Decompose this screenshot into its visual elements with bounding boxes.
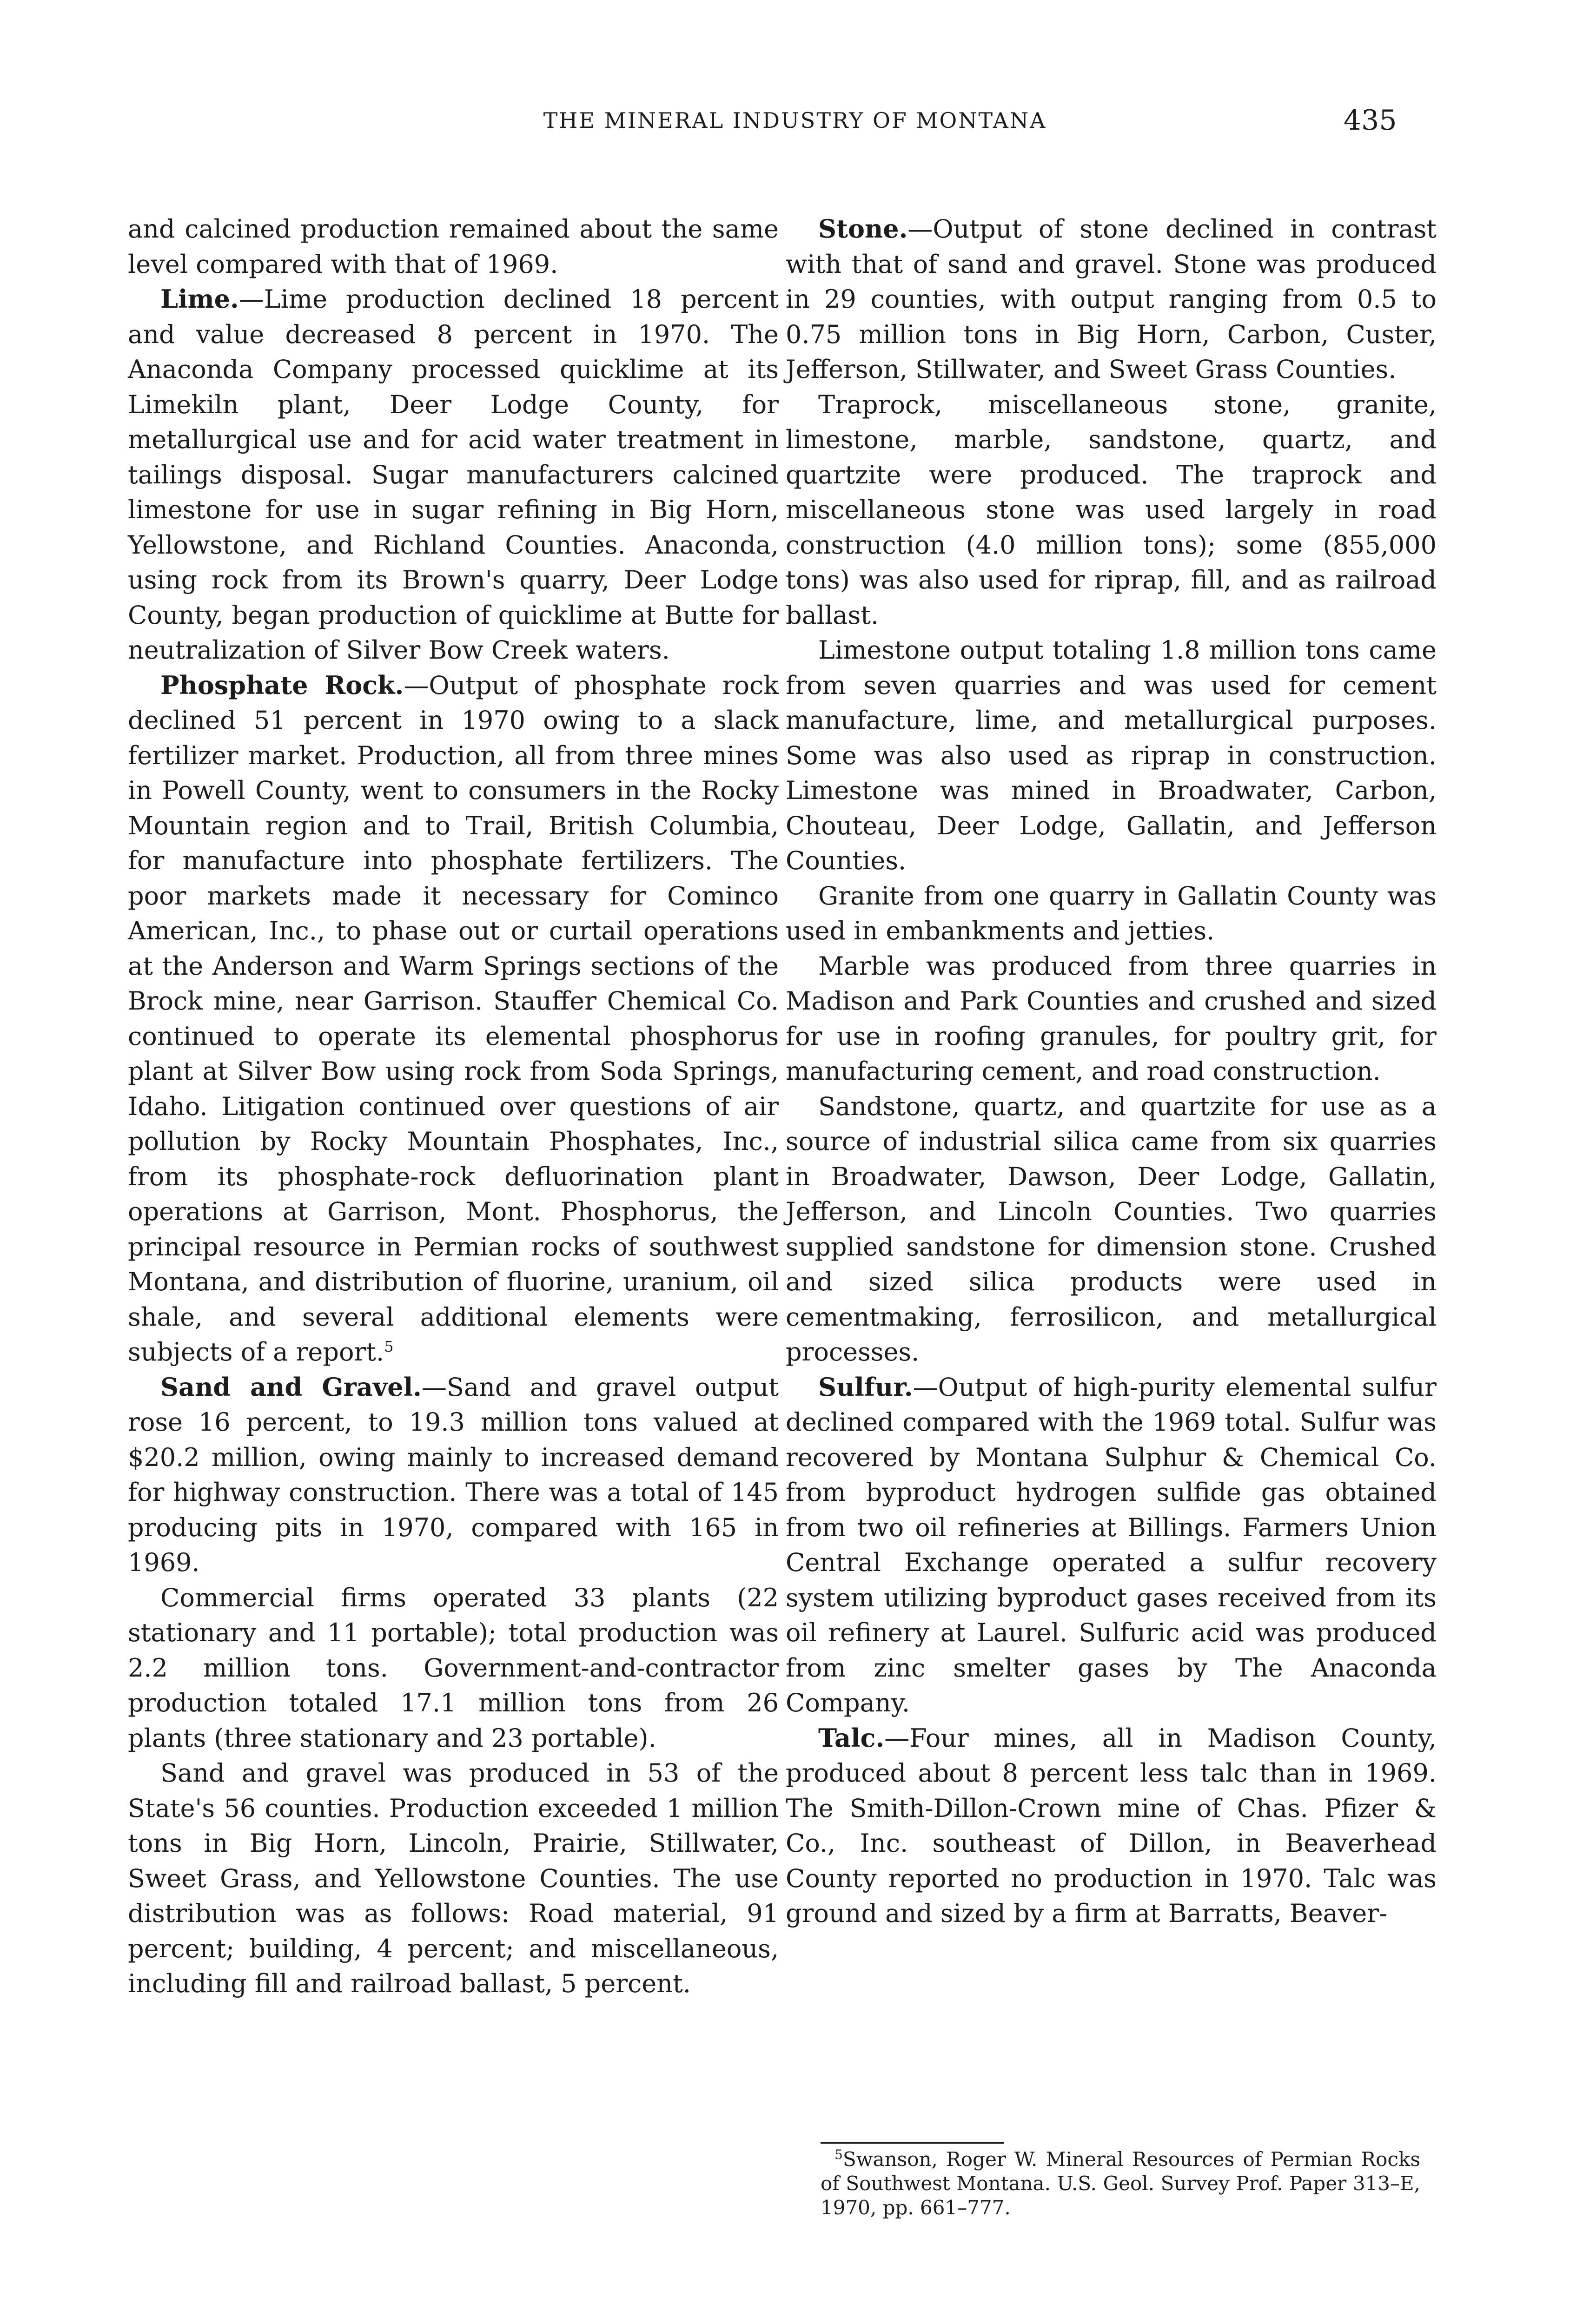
left-column xyxy=(128,211,779,2001)
running-title: THE MINERAL INDUSTRY OF MONTANA xyxy=(543,108,1047,133)
paragraph-traprock: Traprock, miscellaneous stone, granite, limestone, marble, sandstone, quartz, and quartzite were produced. The traprock and miscellaneous stone was used largely in road construction (4.0 million tons); some (855,000 tons) was also used for riprap, fill, and as railroad ballast. xyxy=(786,390,1437,630)
section-heading-phosphate-rock: Phosphate Rock. xyxy=(160,670,404,700)
paragraph-sandstone: Sandstone, quartz, and quartzite for use as a source of industrial silica came from six quarries in Broadwater, Dawson, Deer Lodge, Gallatin, Jefferson, and Lincoln Counties. Two quarries supplied sandstone for dimension stone. Crushed and sized silica products were used in cementmaking, ferrosilicon, and metallurgical processes. xyxy=(786,1091,1437,1367)
footnote xyxy=(821,2147,1420,2220)
paragraph-lime xyxy=(128,282,779,668)
paragraph-stone-text: —Output of stone declined in contrast with that of sand and gravel. Stone was produced in 29 counties, with output ranging from 0.5 to 0.75 million tons in Big Horn, Carbon, Custer, Jefferson, Stillwater, and Sweet Grass Counties. xyxy=(786,214,1437,384)
paragraph-stone xyxy=(786,211,1437,387)
paragraph-continued: and calcined production remained about the same level compared with that of 1969. xyxy=(128,214,779,279)
paragraph-lime-text: —Lime production declined 18 percent and value decreased 8 percent in 1970. The Anaconda Company processed quicklime at its Limekiln plant, Deer Lodge County, for metallurgical use and for acid water treatment in tailings disposal. Sugar manufacturers calcined limestone for use in sugar refining in Big Horn, Yellowstone, and Richland Counties. Anaconda, using rock from its Brown's quarry, Deer Lodge County, began production of quicklime at Butte for neutralization of Silver Bow Creek waters. xyxy=(128,284,779,665)
section-heading-sulfur: Sulfur. xyxy=(818,1372,913,1402)
paragraph-phosphate-rock-text: —Output of phosphate rock declined 51 percent in 1970 owing to a slack fertilizer market. Production, all from three mines in Powell County, went to consumers in the Rocky Mountain region and to Trail, British Columbia, for manufacture into phosphate fertilizers. The poor markets made it necessary for Cominco American, Inc., to phase out or curtail operations at the Anderson and Warm Springs sections of the Brock mine, near Garrison. Stauffer Chemical Co. continued to operate its elemental phosphorus plant at Silver Bow using rock from Soda Springs, Idaho. Litigation continued over questions of air pollution by Rocky Mountain Phosphates, Inc., from its phosphate-rock defluorination plant operations at Garrison, Mont. Phosphorus, the principal resource in Permian rocks of southwest Montana, and distribution of fluorine, uranium, oil shale, and several additional elements were subjects of a report. xyxy=(128,670,779,1367)
page-number: 435 xyxy=(1344,104,1397,137)
paragraph-talc-text: —Four mines, all in Madison County, produced about 8 percent less talc than in 1969. The Smith-Dillon-Crown mine of Chas. Pfizer & Co., Inc. southeast of Dillon, in Beaverhead County reported no production in 1970. Talc was ground and sized by a firm at Barratts, Beaver- xyxy=(786,1723,1437,1928)
paragraph-counties: Sand and gravel was produced in 53 of the State's 56 counties. Production exceeded 1 million tons in Big Horn, Lincoln, Prairie, Stillwater, Sweet Grass, and Yellowstone Counties. The use distribution was as follows: Road material, 91 percent; building, 4 percent; and miscellaneous, including fill and railroad ballast, 5 percent. xyxy=(128,1758,779,1998)
paragraph-marble: Marble was produced from three quarries in Madison and Park Counties and crushed and sized for use in roofing granules, for poultry grit, for manufacturing cement, and road construction. xyxy=(786,951,1437,1086)
section-heading-lime: Lime. xyxy=(160,284,239,314)
section-heading-stone: Stone. xyxy=(818,214,908,244)
paragraph-limestone: Limestone output totaling 1.8 million tons came from seven quarries and was used for cement manufacture, lime, and metallurgical purposes. Some was also used as riprap in construction. Limestone was mined in Broadwater, Carbon, Chouteau, Deer Lodge, Gallatin, and Jefferson Counties. xyxy=(786,635,1437,875)
paragraph-sand-and-gravel xyxy=(128,1370,779,1580)
footnote-mark: 5 xyxy=(834,2147,843,2162)
paragraph-sulfur-text: —Output of high-purity elemental sulfur declined compared with the 1969 total. Sulfur was recovered by Montana Sulphur & Chemical Co. from byproduct hydrogen sulfide gas obtained from two oil refineries at Billings. Farmers Union Central Exchange operated a sulfur recovery system utilizing byproduct gases received from its oil refinery at Laurel. Sulfuric acid was produced from zinc smelter gases by The Anaconda Company. xyxy=(786,1372,1437,1717)
paragraph-sand-and-gravel-text: —Sand and gravel output rose 16 percent, to 19.3 million tons valued at $20.2 million, owing mainly to increased demand for highway construction. There was a total of 145 producing pits in 1970, compared with 165 in 1969. xyxy=(128,1372,779,1577)
footnote-text: Swanson, Roger W. Mineral Resources of Permian Rocks of Southwest Montana. U.S. Geol. Survey Prof. Paper 313–E, 1970, pp. 661–777. xyxy=(821,2148,1420,2219)
footnote-divider xyxy=(821,2142,1004,2144)
right-column xyxy=(786,211,1437,1931)
paragraph-phosphate-rock xyxy=(128,668,779,1370)
paragraph-granite: Granite from one quarry in Gallatin County was used in embankments and jetties. xyxy=(786,881,1437,945)
paragraph-talc xyxy=(786,1721,1437,1931)
section-heading-sand-and-gravel: Sand and Gravel. xyxy=(160,1372,422,1402)
paragraph-commercial-firms: Commercial firms operated 33 plants (22 stationary and 11 portable); total production was 2.2 million tons. Government-and-contractor production totaled 17.1 million tons from 26 plants (three stationary and 23 portable). xyxy=(128,1583,779,1753)
footnote-reference: 5 xyxy=(384,1338,394,1355)
section-heading-talc: Talc. xyxy=(818,1723,885,1753)
paragraph-sulfur xyxy=(786,1370,1437,1721)
